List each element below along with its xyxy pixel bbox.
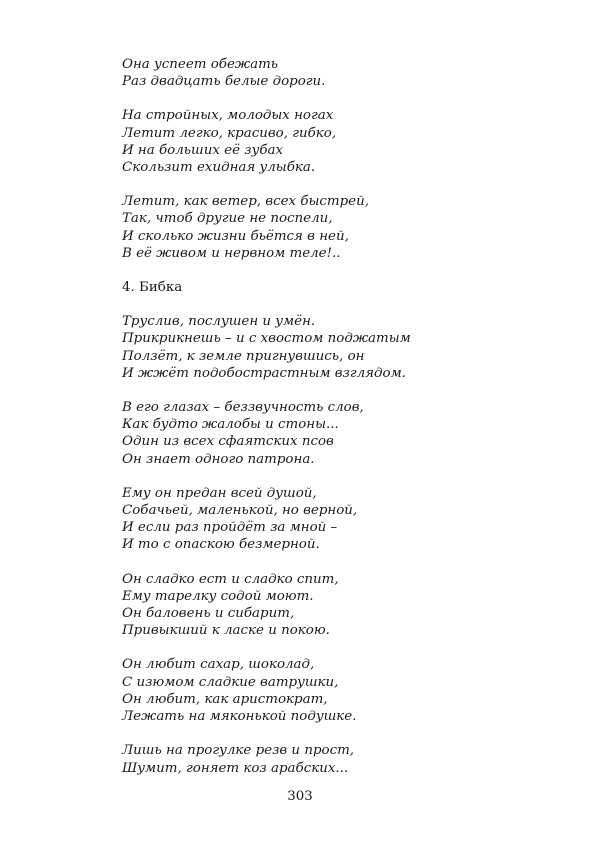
stanzas-before-heading	[122, 56, 562, 262]
stanza	[122, 656, 562, 725]
poem-line: Прикрикнешь – и с хвостом поджатым	[122, 331, 411, 347]
poem-line: В её живом и нервном теле!..	[122, 245, 341, 261]
poem-line: На стройных, молодых ногах	[122, 108, 334, 124]
poem-line: И жжёт подобострастным взглядом.	[122, 365, 406, 381]
poem-line: Ему он предан всей душой,	[122, 485, 317, 501]
poem-line: И если раз пройдёт за мной –	[122, 520, 338, 536]
poem-line: Труслив, послушен и умён.	[122, 314, 316, 330]
poem-text	[122, 56, 562, 794]
poem-line: Один из всех сфаятских псов	[122, 434, 334, 450]
poem-line: Летит, как ветер, всех быстрей,	[122, 194, 369, 210]
poem-line: С изюмом сладкие ватрушки,	[122, 674, 339, 690]
poem-line: И то с опаскою безмерной.	[122, 537, 320, 553]
poem-line: Он любит сахар, шоколад,	[122, 657, 315, 673]
poem-line: Шумит, гоняет коз арабских...	[122, 760, 349, 776]
section-heading-wrap	[0, 279, 562, 296]
poem-line: Ему тарелку содой моют.	[122, 588, 314, 604]
poem-line: И на больших её зубах	[122, 142, 284, 158]
poem-line: Он сладко ест и сладко спит,	[122, 571, 339, 587]
poem-line: Так, чтоб другие не поспели,	[122, 211, 333, 227]
page-number: 303	[287, 789, 313, 804]
stanza	[122, 193, 562, 262]
poem-line: Как будто жалобы и стоны...	[122, 417, 339, 433]
stanza	[122, 399, 562, 468]
poem-line: Лишь на прогулке резв и прост,	[122, 743, 355, 759]
poem-line: И сколько жизни бьётся в ней,	[122, 228, 349, 244]
stanza	[122, 56, 562, 90]
stanza	[122, 313, 562, 382]
poem-line: В его глазах – беззвучность слов,	[122, 400, 364, 416]
poem-line: Он баловень и сибарит,	[122, 606, 295, 622]
poem-line: Раз двадцать белые дороги.	[122, 74, 326, 90]
section-heading: 4. Бибка	[122, 280, 183, 296]
poem-line: Скользит ехидная улыбка.	[122, 160, 316, 176]
stanza	[122, 485, 562, 554]
stanzas-after-heading	[122, 313, 562, 776]
poem-line: Он знает одного патрона.	[122, 451, 315, 467]
poem-line: Собачьей, маленькой, но верной,	[122, 503, 358, 519]
stanza	[122, 107, 562, 176]
poem-line: Лежать на мяконькой подушке.	[122, 709, 357, 725]
stanza	[122, 742, 562, 776]
poem-line: Ползёт, к земле пригнувшись, он	[122, 348, 365, 364]
stanza	[122, 571, 562, 640]
poem-line: Он любит, как аристократ,	[122, 691, 328, 707]
poem-line: Летит легко, красиво, гибко,	[122, 125, 337, 141]
poem-line: Она успеет обежать	[122, 57, 279, 72]
poem-line: Привыкший к ласке и покою.	[122, 623, 330, 639]
